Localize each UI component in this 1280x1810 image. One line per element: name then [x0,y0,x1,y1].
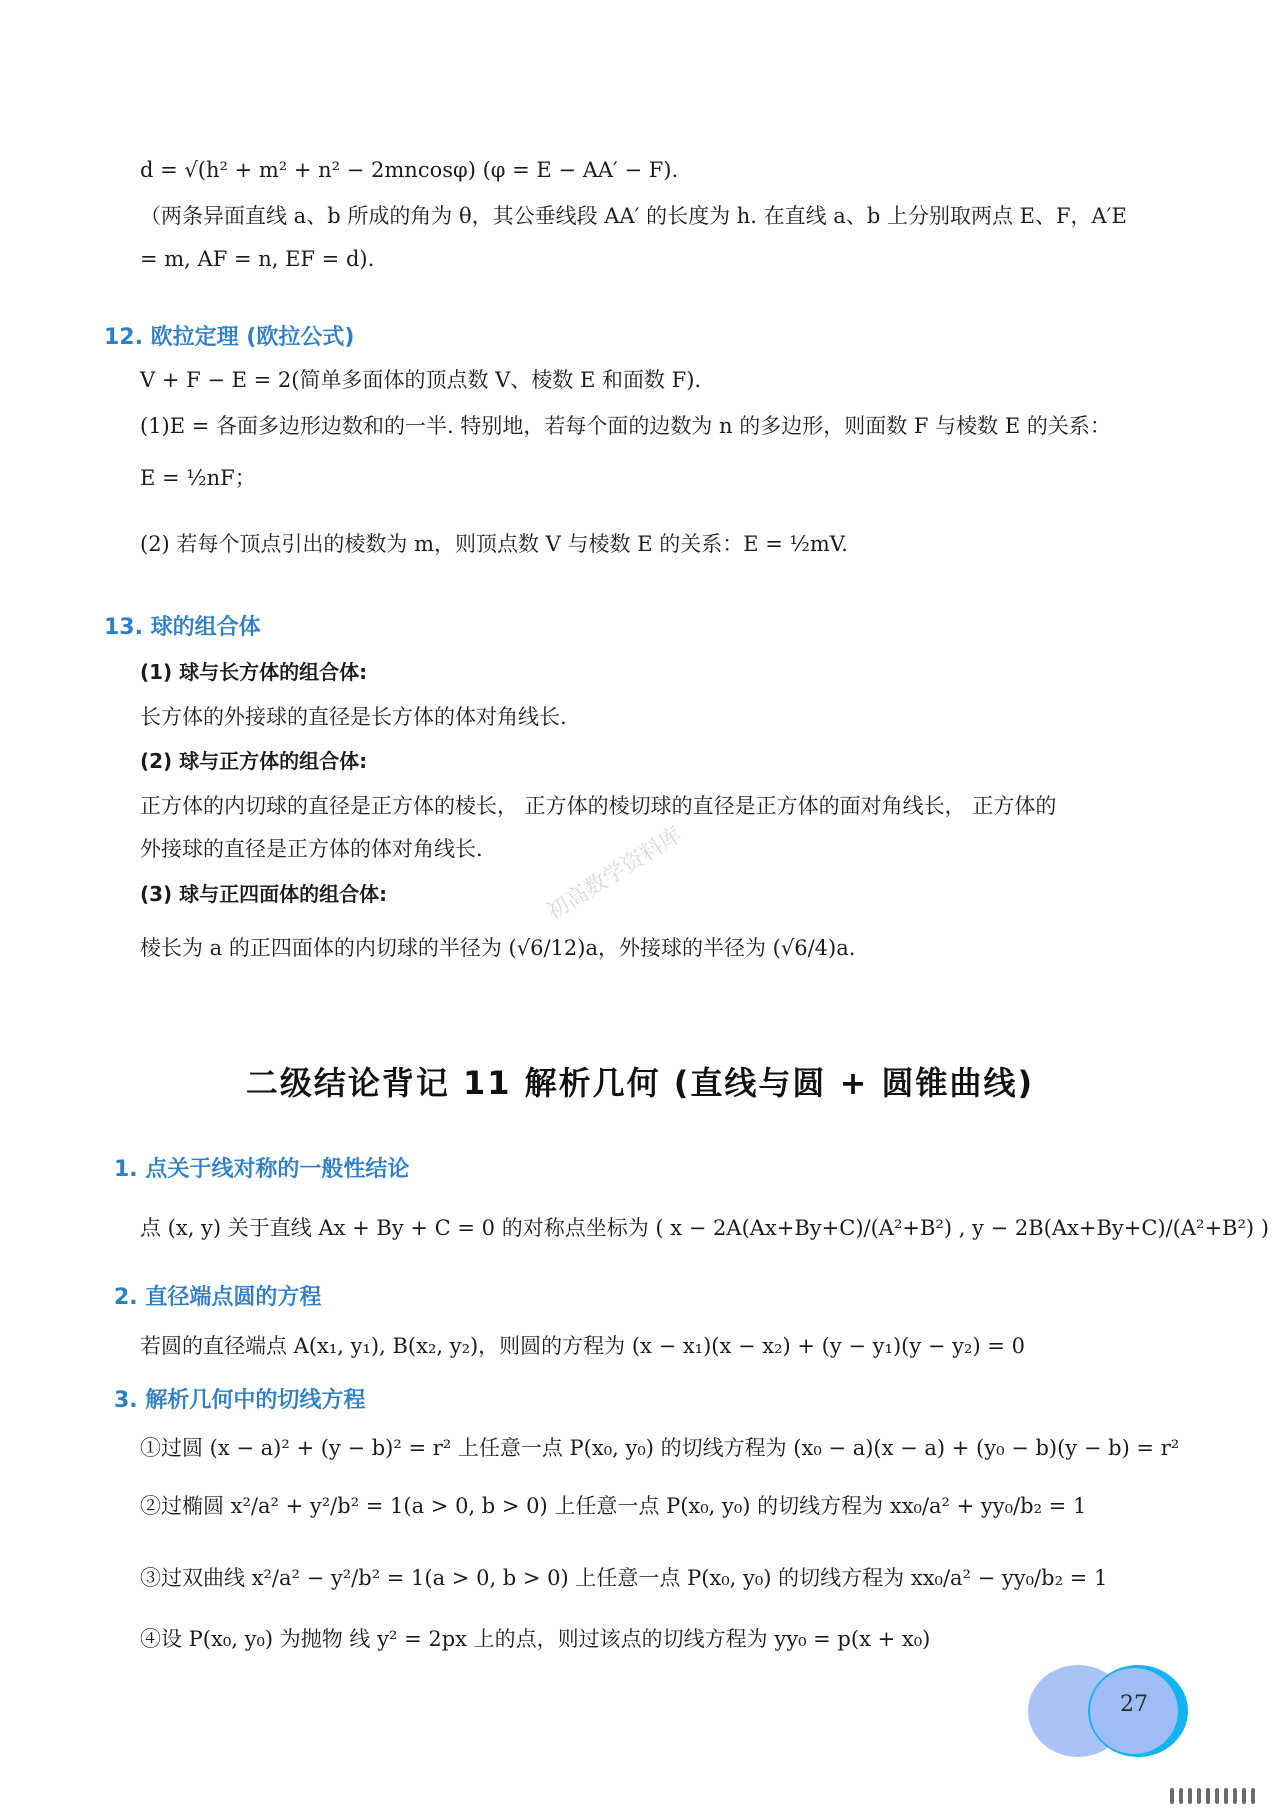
corner-bars-icon [1170,1788,1260,1808]
euler-item-2: (2) 若每个顶点引出的棱数为 m，则顶点数 V 与棱数 E 的关系：E = ½mV. [140,532,848,556]
conclusion-1-title: 1. 点关于线对称的一般性结论 [114,1157,410,1182]
section-13-title: 13. 球的组合体 [104,615,261,640]
euler-item-1-formula: E = ½nF； [140,466,256,490]
euler-item-1: (1)E = 各面多边形边数和的一半. 特别地，若每个面的边数为 n 的多边形，则面数 F 与棱数 E 的关系： [140,414,1111,438]
sphere-cuboid-title: (1) 球与长方体的组合体: [140,660,368,684]
note-line-2: = m, AF = n, EF = d). [140,247,375,271]
note-line-1: （两条异面直线 a、b 所成的角为 θ，其公垂线段 AA′ 的长度为 h. 在直线 a、b 上分别取两点 E、F，A′E [140,204,1127,228]
chapter-title: 二级结论背记 11 解析几何 (直线与圆 + 圆锥曲线) [245,1064,1035,1102]
conclusion-2-title: 2. 直径端点圆的方程 [114,1285,322,1310]
sphere-cube-text-1: 正方体的内切球的直径是正方体的棱长， 正方体的棱切球的直径是正方体的面对角线长， 正方体的 [140,794,1057,818]
tangent-parabola: ④设 P(x₀, y₀) 为抛物 线 y² = 2px 上的点，则过该点的切线方程为 yy₀ = p(x + x₀) [140,1627,931,1651]
page-number: 27 [1120,1692,1148,1717]
sphere-cube-title: (2) 球与正方体的组合体: [140,749,368,773]
sphere-cube-text-2: 外接球的直径是正方体的体对角线长. [140,837,483,861]
sphere-tetrahedron-title: (3) 球与正四面体的组合体: [140,882,388,906]
section-12-title: 12. 欧拉定理 (欧拉公式) [104,325,355,350]
tangent-hyperbola: ③过双曲线 x²/a² − y²/b² = 1(a > 0, b > 0) 上任意一点 P(x₀, y₀) 的切线方程为 xx₀/a² − yy₀/b₂ = 1 [140,1566,1108,1590]
watermark: 初高数学资料库 [542,822,687,926]
distance-formula: d = √(h² + m² + n² − 2mncosφ) (φ = E − AA′ − F). [140,158,679,182]
symmetric-point-text: 点 (x, y) 关于直线 Ax + By + C = 0 的对称点坐标为 ( x − 2A(Ax+By+C)/(A²+B²) , y − 2B(Ax+By+C)/(A²+B²) ) [140,1216,1269,1240]
diameter-circle-text: 若圆的直径端点 A(x₁, y₁), B(x₂, y₂)，则圆的方程为 (x − x₁)(x − x₂) + (y − y₁)(y − y₂) = 0 [140,1334,1025,1358]
tangent-ellipse: ②过椭圆 x²/a² + y²/b² = 1(a > 0, b > 0) 上任意一点 P(x₀, y₀) 的切线方程为 xx₀/a² + yy₀/b₂ = 1 [140,1494,1087,1518]
sphere-tetrahedron-text: 棱长为 a 的正四面体的内切球的半径为 (√6/12)a，外接球的半径为 (√6/4)a. [140,936,856,960]
euler-formula: V + F − E = 2(简单多面体的顶点数 V、棱数 E 和面数 F). [140,368,702,392]
conclusion-3-title: 3. 解析几何中的切线方程 [114,1388,366,1413]
sphere-cuboid-text: 长方体的外接球的直径是长方体的体对角线长. [140,705,567,729]
tangent-circle: ①过圆 (x − a)² + (y − b)² = r² 上任意一点 P(x₀, y₀) 的切线方程为 (x₀ − a)(x − a) + (y₀ − b)(y − b) = r² [140,1436,1180,1460]
